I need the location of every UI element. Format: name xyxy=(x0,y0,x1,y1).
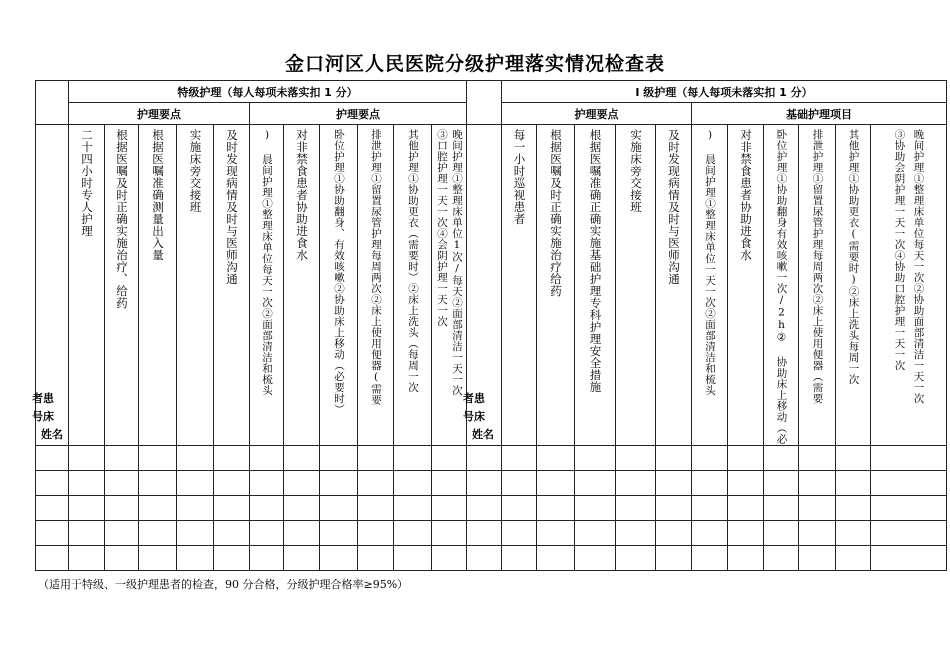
column-header: 及时发现病情及时与医师沟通 xyxy=(214,125,250,446)
blank-mid-cell xyxy=(467,81,502,125)
column-header: 二十四小时专人护理 xyxy=(69,125,105,446)
column-header: 每一小时巡视患者 xyxy=(502,125,537,446)
table-row xyxy=(36,545,947,570)
blank-corner-cell xyxy=(36,81,69,125)
column-header: 实施床旁交接班 xyxy=(616,125,656,446)
column-header: 卧位护理①协助翻身有效咳嗽一次/2h② 协助床上移动（必 xyxy=(764,125,799,446)
patient-label-cell-mid xyxy=(463,125,502,446)
column-header: ) 晨间护理①整理床单位每天一次②面部清洁和梳头 xyxy=(250,125,284,446)
bed-label: 号床 xyxy=(463,410,485,423)
level1-care-header: Ⅰ 级护理（每人每项未落实扣 1 分） xyxy=(502,81,947,103)
patient-label-cell xyxy=(32,125,69,446)
special-points-header: 护理要点 xyxy=(69,103,250,125)
footnote: （适用于特级、一级护理患者的检查，90 分合格，分级护理合格率≥95%） xyxy=(38,578,409,591)
special-points2-header: 护理要点 xyxy=(250,103,467,125)
column-header: 对非禁食患者协助进食水 xyxy=(728,125,764,446)
level1-basic-header: 基础护理项目 xyxy=(692,103,947,125)
name-label: 姓名 xyxy=(41,428,63,441)
column-header: 根据医嘱准确测量出入量 xyxy=(139,125,177,446)
patient-label: 者患 xyxy=(32,392,54,405)
table-row xyxy=(36,495,947,520)
column-header: ) 晨间护理①整理床单位一天一次②面部清洁和梳头 xyxy=(692,125,728,446)
column-header: 其他护理①协助更衣(需要时)②床上洗头每周一次 xyxy=(836,125,871,446)
column-header: 根据医嘱及时正确实施治疗、给药 xyxy=(105,125,139,446)
table-row xyxy=(36,470,947,495)
column-header: 及时发现病情及时与医师沟通 xyxy=(656,125,692,446)
page-title: 金口河区人民医院分级护理落实情况检查表 xyxy=(284,53,665,75)
column-header: 根据医嘱准确正确实施基础护理专科护理安全措施 xyxy=(575,125,616,446)
level1-points-header: 护理要点 xyxy=(502,103,692,125)
column-header: 卧位护理①协助翻身、有效咳嗽②协助床上移动（必要时） xyxy=(320,125,358,446)
column-header: 晚间护理①整理床单位1次/每天②面部清洁一天一次 ③口腔护理一天一次④会阴护理一天一次 xyxy=(432,125,467,446)
column-header: 排泄护理①留置尿管护理每周两次②床上使用便器(需要 xyxy=(358,125,394,446)
special-care-header: 特级护理（每人每项未落实扣 1 分） xyxy=(69,81,467,103)
table-row xyxy=(36,520,947,545)
column-header: 实施床旁交接班 xyxy=(177,125,214,446)
column-header: 根据医嘱及时正确实施治疗给药 xyxy=(537,125,575,446)
column-header: 晚间护理①整理床单位每天一次②协助面部清洁一天一次 ③协助会阴护理一天一次④协助口腔护理一天一次 xyxy=(871,125,947,446)
name-label: 姓名 xyxy=(472,428,494,441)
column-header: 对非禁食患者协助进食水 xyxy=(284,125,320,446)
bed-label: 号床 xyxy=(32,410,54,423)
column-header: 排泄护理①留置尿管护理每周两次②床上使用便器（需要 xyxy=(799,125,836,446)
table-row xyxy=(36,445,947,470)
inspection-table xyxy=(32,80,947,571)
patient-label: 者患 xyxy=(463,392,485,405)
column-header: 其他护理①协助更衣（需要时）②床上洗头（每周一次 xyxy=(394,125,432,446)
